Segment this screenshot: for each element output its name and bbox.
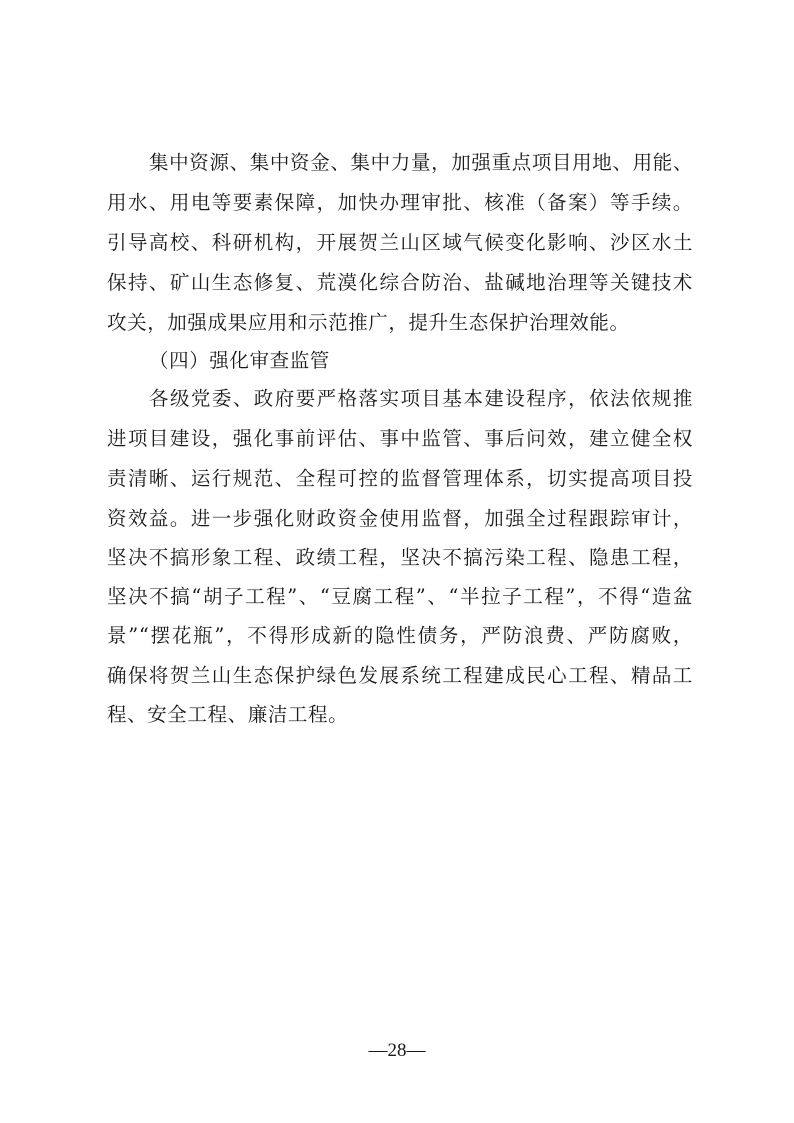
paragraph-2-line-7: 景”“摆花瓶”，不得形成新的隐性债务，严防浪费、严防腐败， (107, 624, 693, 647)
paragraph-1-line-3: 引导高校、科研机构，开展贺兰山区域气候变化影响、沙区水土 (107, 231, 693, 254)
paragraph-2-line-5: 坚决不搞形象工程、政绩工程，坚决不搞污染工程、隐患工程， (107, 546, 693, 569)
paragraph-1-line-4: 保持、矿山生态修复、荒漠化综合防治、盐碱地治理等关键技术 (107, 271, 693, 294)
section-heading: （四）强化审查监管 (149, 349, 330, 372)
paragraph-1-line-1: 集中资源、集中资金、集中力量，加强重点项目用地、用能、 (149, 151, 693, 174)
paragraph-1-line-5: 攻关，加强成果应用和示范推广，提升生态保护治理效能。 (107, 311, 630, 334)
paragraph-2-line-4: 资效益。进一步强化财政资金使用监督，加强全过程跟踪审计， (107, 507, 693, 530)
paragraph-2-line-6: 坚决不搞“胡子工程”、“豆腐工程”、“半拉子工程”，不得“造盆 (107, 585, 693, 608)
paragraph-2-line-9: 程、安全工程、廉洁工程。 (107, 703, 349, 726)
paragraph-2-line-3: 责清晰、运行规范、全程可控的监督管理体系，切实提高项目投 (107, 467, 693, 490)
paragraph-2-line-8: 确保将贺兰山生态保护绿色发展系统工程建成民心工程、精品工 (107, 664, 693, 687)
paragraph-1-line-2: 用水、用电等要素保障，加快办理审批、核准（备案）等手续。 (107, 191, 693, 214)
page-number: —28— (368, 1040, 426, 1061)
paragraph-2-line-2: 进项目建设，强化事前评估、事中监管、事后问效，建立健全权 (107, 427, 693, 450)
paragraph-2-line-1: 各级党委、政府要严格落实项目基本建设程序，依法依规推 (149, 387, 693, 410)
